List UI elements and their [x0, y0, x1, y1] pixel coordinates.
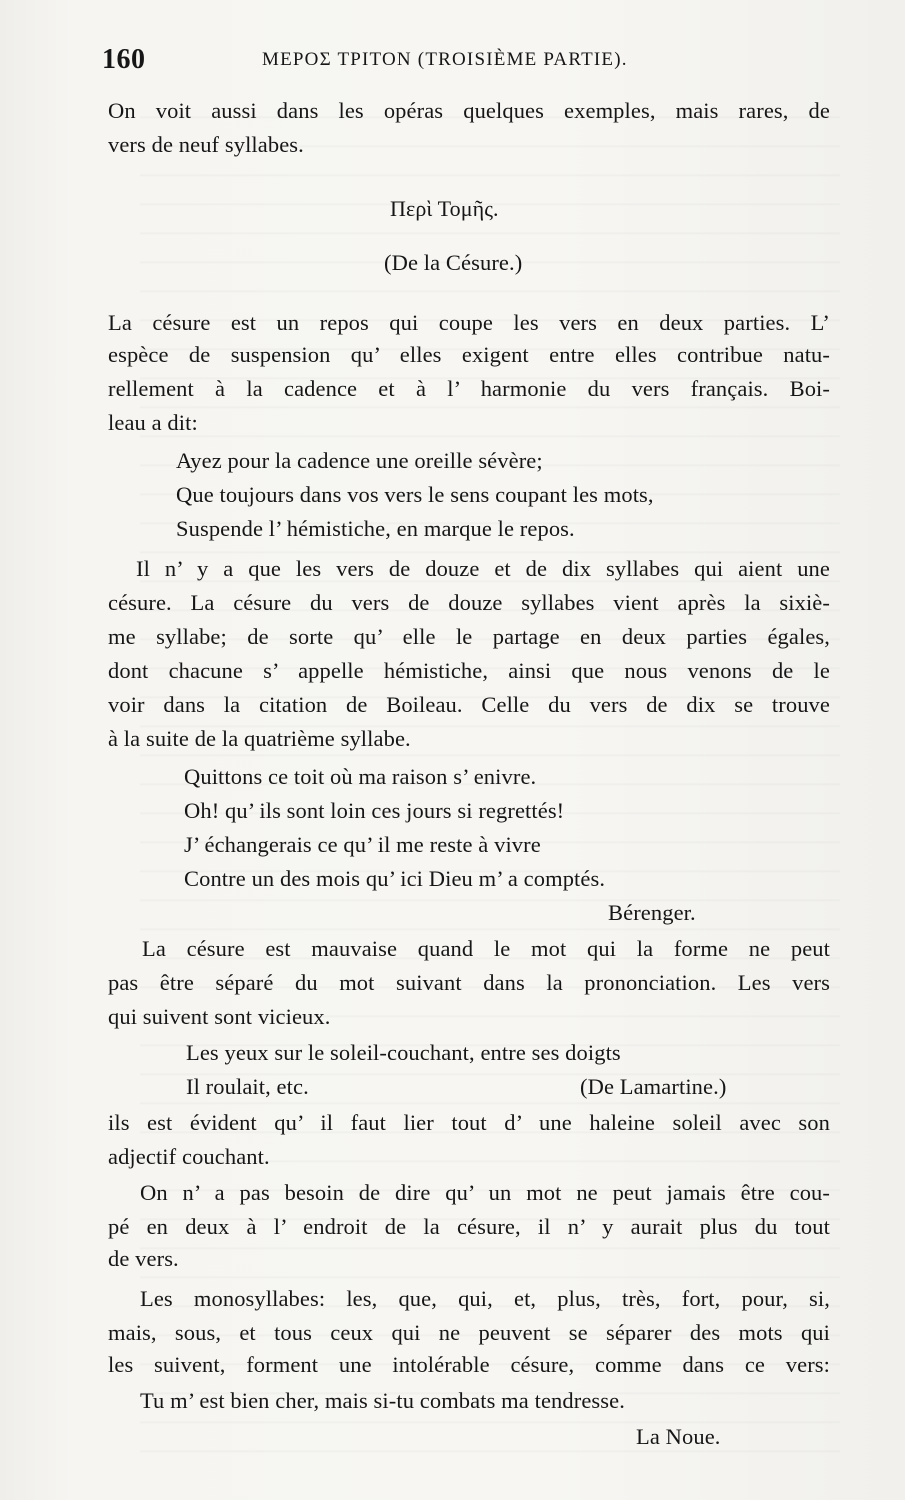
- section-title-greek: Περὶ Τομῆς.: [390, 196, 499, 221]
- verse-line: Tu m’ est bien cher, mais si-tu combats ma tendresse.: [140, 1388, 625, 1413]
- running-title: ΜΕΡΟΣ ΤΡΙΤΟΝ (TROISIÈME PARTIE).: [262, 49, 628, 70]
- paragraph-line: La césure est un repos qui coupe les vers en deux parties. L’: [108, 310, 830, 335]
- paragraph-line: à la suite de la quatrième syllabe.: [108, 726, 411, 751]
- paragraph-line: Il n’ y a que les vers de douze et de dix syllabes qui aient une: [136, 556, 830, 581]
- paragraph-line: Les monosyllabes: les, que, qui, et, plus, très, fort, pour, si,: [140, 1286, 830, 1311]
- verse-line: Quittons ce toit où ma raison s’ enivre.: [184, 764, 537, 789]
- paragraph-line: pé en deux à l’ endroit de la césure, il n’ y aurait plus du tout: [108, 1214, 830, 1239]
- paragraph-line: On voit aussi dans les opéras quelques exemples, mais rares, de: [108, 98, 830, 123]
- page-number: 160: [102, 44, 146, 75]
- verse-line: Oh! qu’ ils sont loin ces jours si regrettés!: [184, 798, 565, 823]
- paragraph-line: qui suivent sont vicieux.: [108, 1004, 331, 1029]
- paragraph-line: dont chacune s’ appelle hémistiche, ainsi que nous venons de le: [108, 658, 830, 683]
- paragraph-line: voir dans la citation de Boileau. Celle du vers de dix se trouve: [108, 692, 830, 717]
- verse-line: J’ échangerais ce qu’ il me reste à vivre: [184, 832, 541, 857]
- paragraph-line: mais, sous, et tous ceux qui ne peuvent se séparer des mots qui: [108, 1320, 830, 1345]
- verse-author: La Noue.: [636, 1424, 721, 1449]
- paragraph-line: rellement à la cadence et à l’ harmonie du vers français. Boi-: [108, 376, 830, 401]
- verse-author: Bérenger.: [608, 900, 696, 925]
- paragraph-line: adjectif couchant.: [108, 1144, 270, 1169]
- section-title-french: (De la Césure.): [384, 250, 523, 275]
- paragraph-line: On n’ a pas besoin de dire qu’ un mot ne peut jamais être cou-: [140, 1180, 830, 1205]
- verse-line: Que toujours dans vos vers le sens coupant les mots,: [176, 482, 654, 507]
- paragraph-line: vers de neuf syllabes.: [108, 132, 304, 157]
- verse-line: Les yeux sur le soleil-couchant, entre ses doigts: [186, 1040, 621, 1065]
- paragraph-line: me syllabe; de sorte qu’ elle le partage en deux parties égales,: [108, 624, 830, 649]
- paragraph-line: La césure est mauvaise quand le mot qui la forme ne peut: [142, 936, 830, 961]
- paragraph-line: ils est évident qu’ il faut lier tout d’ une haleine soleil avec son: [108, 1110, 830, 1135]
- verse-author: (De Lamartine.): [580, 1074, 727, 1099]
- paragraph-line: de vers.: [108, 1246, 179, 1271]
- verse-line: Il roulait, etc.: [186, 1074, 309, 1099]
- paragraph-line: leau a dit:: [108, 410, 198, 435]
- paragraph-line: les suivent, forment une intolérable césure, comme dans ce vers:: [108, 1352, 830, 1377]
- verse-line: Contre un des mois qu’ ici Dieu m’ a comptés.: [184, 866, 606, 891]
- verse-line: Suspende l’ hémistiche, en marque le repos.: [176, 516, 575, 541]
- verse-line: Ayez pour la cadence une oreille sévère;: [176, 448, 543, 473]
- paragraph-line: pas être séparé du mot suivant dans la prononciation. Les vers: [108, 970, 830, 995]
- paragraph-line: césure. La césure du vers de douze syllabes vient après la sixiè-: [108, 590, 830, 615]
- paragraph-line: espèce de suspension qu’ elles exigent entre elles contribue natu-: [108, 342, 830, 367]
